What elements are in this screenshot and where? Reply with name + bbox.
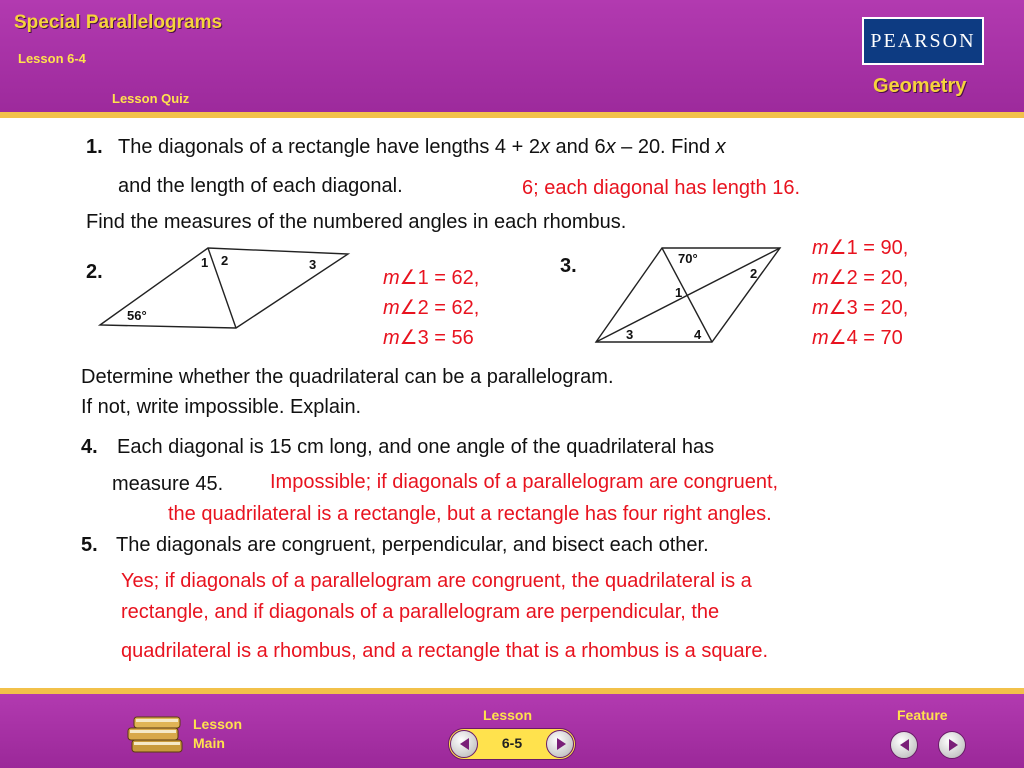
arrow-right-icon (554, 737, 568, 751)
rhombus-instruction: Find the measures of the numbered angles in each rhombus. (86, 211, 627, 233)
q1-number: 1. (86, 136, 103, 158)
q5-number: 5. (81, 534, 98, 556)
header-stripe (0, 112, 1024, 118)
determine-line-2: If not, write impossible. Explain. (81, 396, 362, 418)
q2-number: 2. (86, 261, 103, 283)
q2-answers (383, 263, 479, 353)
q3-given-angle: 70° (678, 251, 698, 266)
q2-rhombus-figure (90, 240, 360, 340)
lesson-main-button[interactable] (126, 714, 246, 760)
q4-number: 4. (81, 436, 98, 458)
q2-given-angle: 56° (127, 308, 147, 323)
q5-answer-line3: quadrilateral is a rhombus, and a rectangle that is a rhombus is a square. (121, 640, 769, 662)
q1-answer: 6; each diagonal has length 16. (522, 177, 800, 199)
pearson-logo: PEARSON (862, 17, 984, 65)
q3-angle-label-4: 4 (694, 327, 702, 342)
q4-text-line2: measure 45. (112, 473, 224, 495)
q3-rhombus-figure (590, 242, 790, 348)
chapter-title: Special Parallelograms (14, 12, 223, 33)
q5-answer-line2: rectangle, and if diagonals of a parallelogram are perpendicular, the (121, 601, 720, 623)
q2-angle-label-2: 2 (221, 253, 229, 268)
q2-answer-1: m∠1 = 62, (383, 267, 480, 289)
feature-nav-label: Feature (897, 707, 948, 723)
arrow-left-icon (898, 738, 912, 752)
q3-answer-2: m∠2 = 20, (812, 267, 909, 289)
q3-answer-4: m∠4 = 70 (812, 327, 903, 349)
lesson-label: Lesson 6-4 (18, 51, 86, 66)
q4-text-line1: Each diagonal is 15 cm long, and one angle of the quadrilateral has (117, 436, 715, 458)
feature-prev-button[interactable] (890, 731, 918, 759)
determine-line-1: Determine whether the quadrilateral can be a parallelogram. (81, 366, 614, 388)
q3-number: 3. (560, 255, 577, 277)
q3-angle-label-1: 1 (675, 285, 683, 300)
feature-next-button[interactable] (938, 731, 966, 759)
q3-angle-label-3: 3 (626, 327, 634, 342)
lesson-nav-label: Lesson (483, 707, 533, 723)
q4-answer-line2: the quadrilateral is a rectangle, but a rectangle has four right angles. (168, 503, 772, 525)
lesson-main-label-2: Main (193, 735, 225, 751)
q3-answers (812, 233, 908, 353)
q3-answer-3: m∠3 = 20, (812, 297, 909, 319)
arrow-left-icon (458, 737, 472, 751)
q1-text: The diagonals of a rectangle have lengths 4 + 2x and 6x – 20. Find x (118, 136, 726, 158)
q3-answer-1: m∠1 = 90, (812, 237, 909, 259)
q4-answer-line1: Impossible; if diagonals of a parallelogram are congruent, (270, 471, 779, 493)
lesson-prev-button[interactable] (450, 730, 478, 758)
q2-angle-label-1: 1 (201, 255, 209, 270)
q5-answer-line1: Yes; if diagonals of a parallelogram are congruent, the quadrilateral is a (121, 570, 752, 592)
q5-text: The diagonals are congruent, perpendicular, and bisect each other. (116, 534, 709, 556)
q2-angle-label-3: 3 (309, 257, 317, 272)
q3-angle-label-2: 2 (750, 266, 758, 281)
lesson-main-label-1: Lesson (193, 716, 243, 732)
subject-title: Geometry (873, 75, 967, 97)
q1-text-line2: and the length of each diagonal. (118, 175, 403, 197)
section-label: Lesson Quiz (112, 91, 190, 106)
books-icon (126, 714, 188, 758)
lesson-number: 6-5 (501, 735, 523, 751)
q2-answer-2: m∠2 = 62, (383, 297, 480, 319)
q2-answer-3: m∠3 = 56 (383, 327, 474, 349)
arrow-right-icon (946, 738, 960, 752)
lesson-next-button[interactable] (546, 730, 574, 758)
